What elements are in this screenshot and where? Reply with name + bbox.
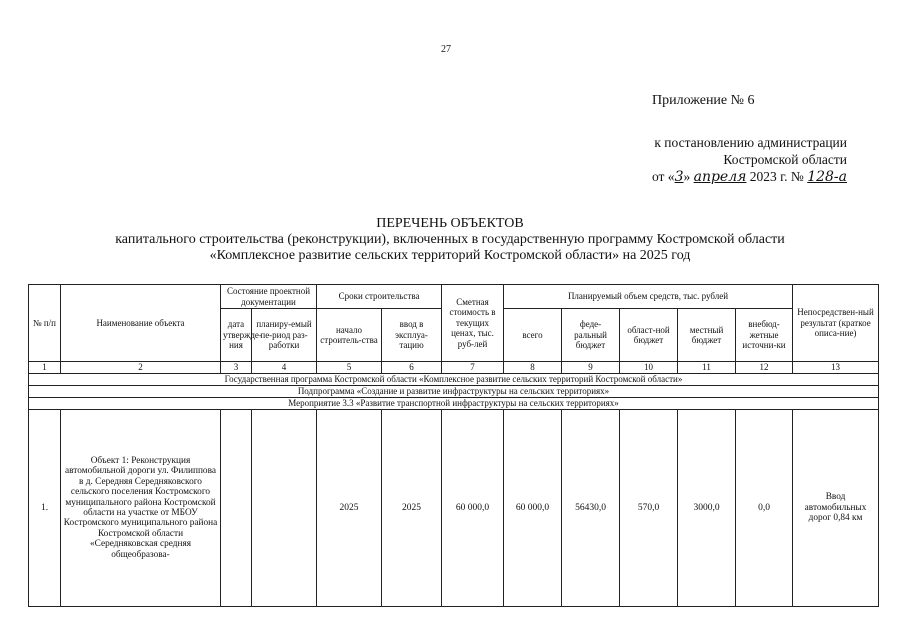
header-funding-group: Планируемый объем средств, тыс. рублей xyxy=(504,285,793,309)
row-constr-commission: 2025 xyxy=(382,410,442,607)
header-funding-local: местный бюджет xyxy=(678,309,736,362)
row-total: 60 000,0 xyxy=(504,410,562,607)
column-number: 11 xyxy=(678,362,736,374)
document-title xyxy=(40,216,860,264)
column-number: 10 xyxy=(620,362,678,374)
header-funding-extra: внебюд-жетные источни-ки xyxy=(736,309,793,362)
title-line-2: капитального строительства (реконструкции), включенных в государственную программу Костромской области xyxy=(115,232,785,247)
column-number: 9 xyxy=(562,362,620,374)
decree-line-1: к постановлению администрации xyxy=(654,135,847,150)
column-number: 8 xyxy=(504,362,562,374)
date-month: апреля xyxy=(693,169,747,185)
header-funding-total: всего xyxy=(504,309,562,362)
header-funding-regional: област-ной бюджет xyxy=(620,309,678,362)
row-result: Ввод автомобильных дорог 0,84 км xyxy=(793,410,879,607)
row-local: 3000,0 xyxy=(678,410,736,607)
page-number: 27 xyxy=(441,44,451,55)
header-name: Наименование объекта xyxy=(61,285,221,362)
table-row xyxy=(29,410,879,607)
row-federal: 56430,0 xyxy=(562,410,620,607)
header-num: № п/п xyxy=(29,285,61,362)
column-number: 2 xyxy=(61,362,221,374)
row-design-planned xyxy=(252,410,317,607)
column-number: 12 xyxy=(736,362,793,374)
date-prefix: от « xyxy=(651,169,675,184)
title-line-1: ПЕРЕЧЕНЬ ОБЪЕКТОВ xyxy=(376,216,524,231)
column-number: 4 xyxy=(252,362,317,374)
header-design-approval: дата утвержде-ния xyxy=(221,309,252,362)
row-design-approval xyxy=(221,410,252,607)
row-estimated-cost: 60 000,0 xyxy=(442,410,504,607)
row-num: 1. xyxy=(29,410,61,607)
title-line-3: «Комплексное развитие сельских территорий Костромской области» на 2025 год xyxy=(209,248,691,263)
program-row: Государственная программа Костромской области «Комплексное развитие сельских территорий Костромской области» xyxy=(29,374,879,386)
header-design-group: Состояние проектной документации xyxy=(221,285,317,309)
header-design-planned: планиру-емый пе-риод раз-работки xyxy=(252,309,317,362)
decree-reference xyxy=(560,134,847,186)
column-number: 7 xyxy=(442,362,504,374)
column-number: 13 xyxy=(793,362,879,374)
date-year: 2023 г. № xyxy=(749,169,804,184)
objects-table xyxy=(28,284,879,607)
subprogram-row: Подпрограмма «Создание и развитие инфраструктуры на сельских территориях» xyxy=(29,386,879,398)
header-constr-commission: ввод в эксплуа-тацию xyxy=(382,309,442,362)
row-extra: 0,0 xyxy=(736,410,793,607)
date-day: 3 xyxy=(674,169,684,185)
decree-date-line xyxy=(560,168,847,186)
decree-line-2: Костромской области xyxy=(723,152,847,167)
date-sep: » xyxy=(683,169,691,184)
appendix-label: Приложение № 6 xyxy=(652,93,755,108)
row-object-name: Объект 1: Реконструкция автомобильной дороги ул. Филиппова в д. Середняя Середняковского сельского поселения Костромского муниципального района Костромской области на участке от МБОУ Костромского муниципального района Костромской области «Середняковская средняя общеобразова- xyxy=(61,410,221,607)
column-number: 3 xyxy=(221,362,252,374)
header-funding-federal: феде-ральный бюджет xyxy=(562,309,620,362)
header-constr-group: Сроки строительства xyxy=(317,285,442,309)
row-constr-start: 2025 xyxy=(317,410,382,607)
row-regional: 570,0 xyxy=(620,410,678,607)
header-result: Непосредствен-ный результат (краткое описа-ние) xyxy=(793,285,879,362)
decree-number: 128-а xyxy=(807,169,847,185)
measure-row: Мероприятие 3.3 «Развитие транспортной инфраструктуры на сельских территориях» xyxy=(29,398,879,410)
column-number: 5 xyxy=(317,362,382,374)
column-number: 1 xyxy=(29,362,61,374)
column-number: 6 xyxy=(382,362,442,374)
header-estimated-cost: Сметная стоимость в текущих ценах, тыс. руб-лей xyxy=(442,285,504,362)
header-constr-start: начало строитель-ства xyxy=(317,309,382,362)
